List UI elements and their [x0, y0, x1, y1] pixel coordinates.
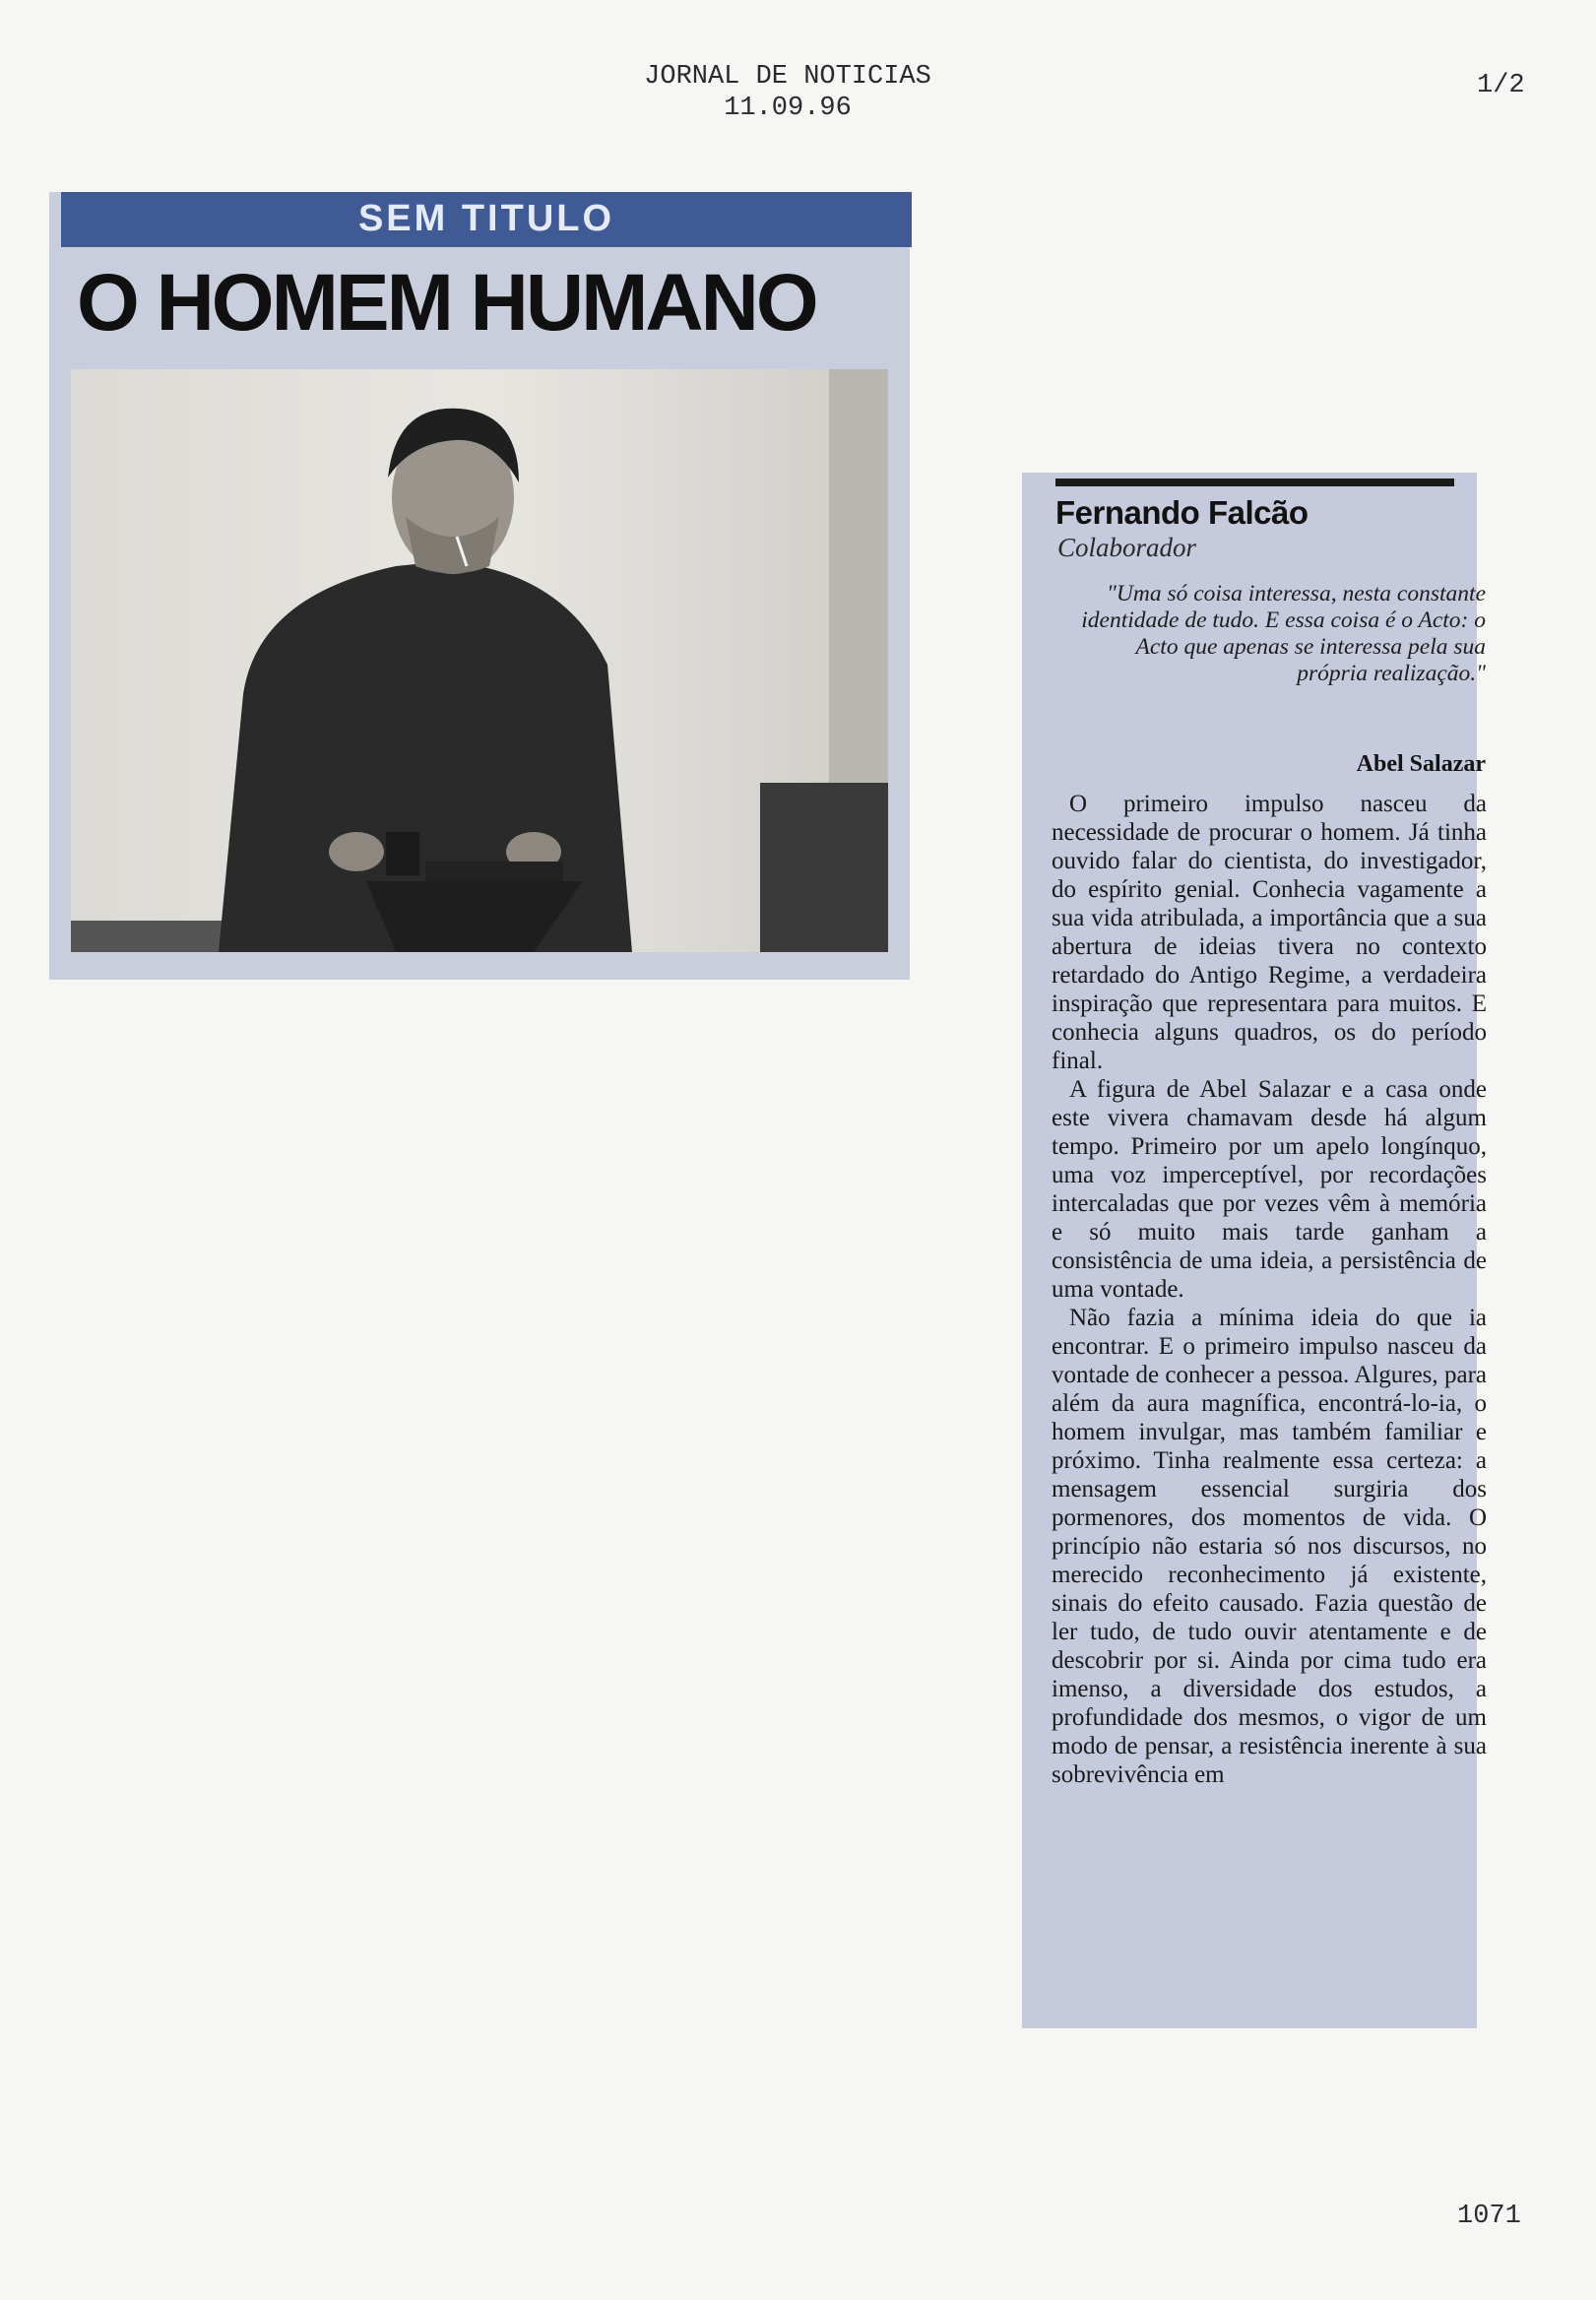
- page-fraction: 1/2: [1477, 71, 1525, 100]
- photo-illustration: [71, 369, 888, 952]
- article-paragraph: O primeiro impulso nasceu da necessidade de procurar o homem. Já tinha ouvido falar do cientista, do investigador, do espírito genial. Conhecia vagamente a sua vida atribulada, a importância que a sua abertura de ideias tivera no contexto retardado do Antigo Regime, a verdadeira inspiração que representara para muitos. E conhecia alguns quadros, os do período final.: [1052, 791, 1487, 1074]
- article-clipping: [1022, 473, 1487, 2028]
- section-band: [61, 192, 912, 247]
- article-paragraph: Não fazia a mínima ideia do que ia encontrar. E o primeiro impulso nasceu da vontade de conhecer a pessoa. Algures, para além da aura magnífica, encontrá-lo-ia, o homem invulgar, mas também familiar e próximo. Tinha realmente essa certeza: a mensagem essencial surgiria dos pormenores, dos momentos de vida. O princípio não estaria só nos discursos, no merecido reconhecimento já existente, sinais do efeito causado. Fazia questão de ler tudo, de tudo ouvir atentamente e de descobrir por si. Ainda por cima tudo era imenso, a diversidade dos estudos, a profundidade dos mesmos, o vigor de um modo de pensar, a resistência inerente à sua sobrevivência em: [1052, 1305, 1487, 1788]
- publication-date: 11.09.96: [724, 94, 852, 123]
- top-rule: [1055, 479, 1454, 486]
- article-body: [1052, 790, 1487, 1789]
- archive-page-number: 1071: [1457, 2202, 1521, 2231]
- author-name: Fernando Falcão: [1055, 494, 1309, 531]
- portrait-photo: [71, 369, 888, 952]
- epigraph-author: Abel Salazar: [1356, 751, 1486, 777]
- headline-clipping: [49, 192, 910, 980]
- publication-name: JORNAL DE NOTICIAS: [644, 62, 931, 92]
- epigraph-quote: "Uma só coisa interessa, nesta constante identidade de tudo. E essa coisa é o Acto: o Acto que apenas se interessa pela sua própria realização.": [1081, 581, 1486, 686]
- author-role: Colaborador: [1057, 533, 1197, 562]
- article-headline: O HOMEM HUMANO: [77, 258, 816, 348]
- section-label: SEM TITULO: [357, 198, 615, 239]
- publication-stamp: [551, 61, 1024, 124]
- article-paragraph: A figura de Abel Salazar e a casa onde este vivera chamavam desde há algum tempo. Primeiro por um apelo longínquo, uma voz imperceptível, por recordações intercaladas que por vezes vêm à memória e só muito mais tarde ganham a consistência de uma ideia, a persistência de uma vontade.: [1052, 1076, 1487, 1303]
